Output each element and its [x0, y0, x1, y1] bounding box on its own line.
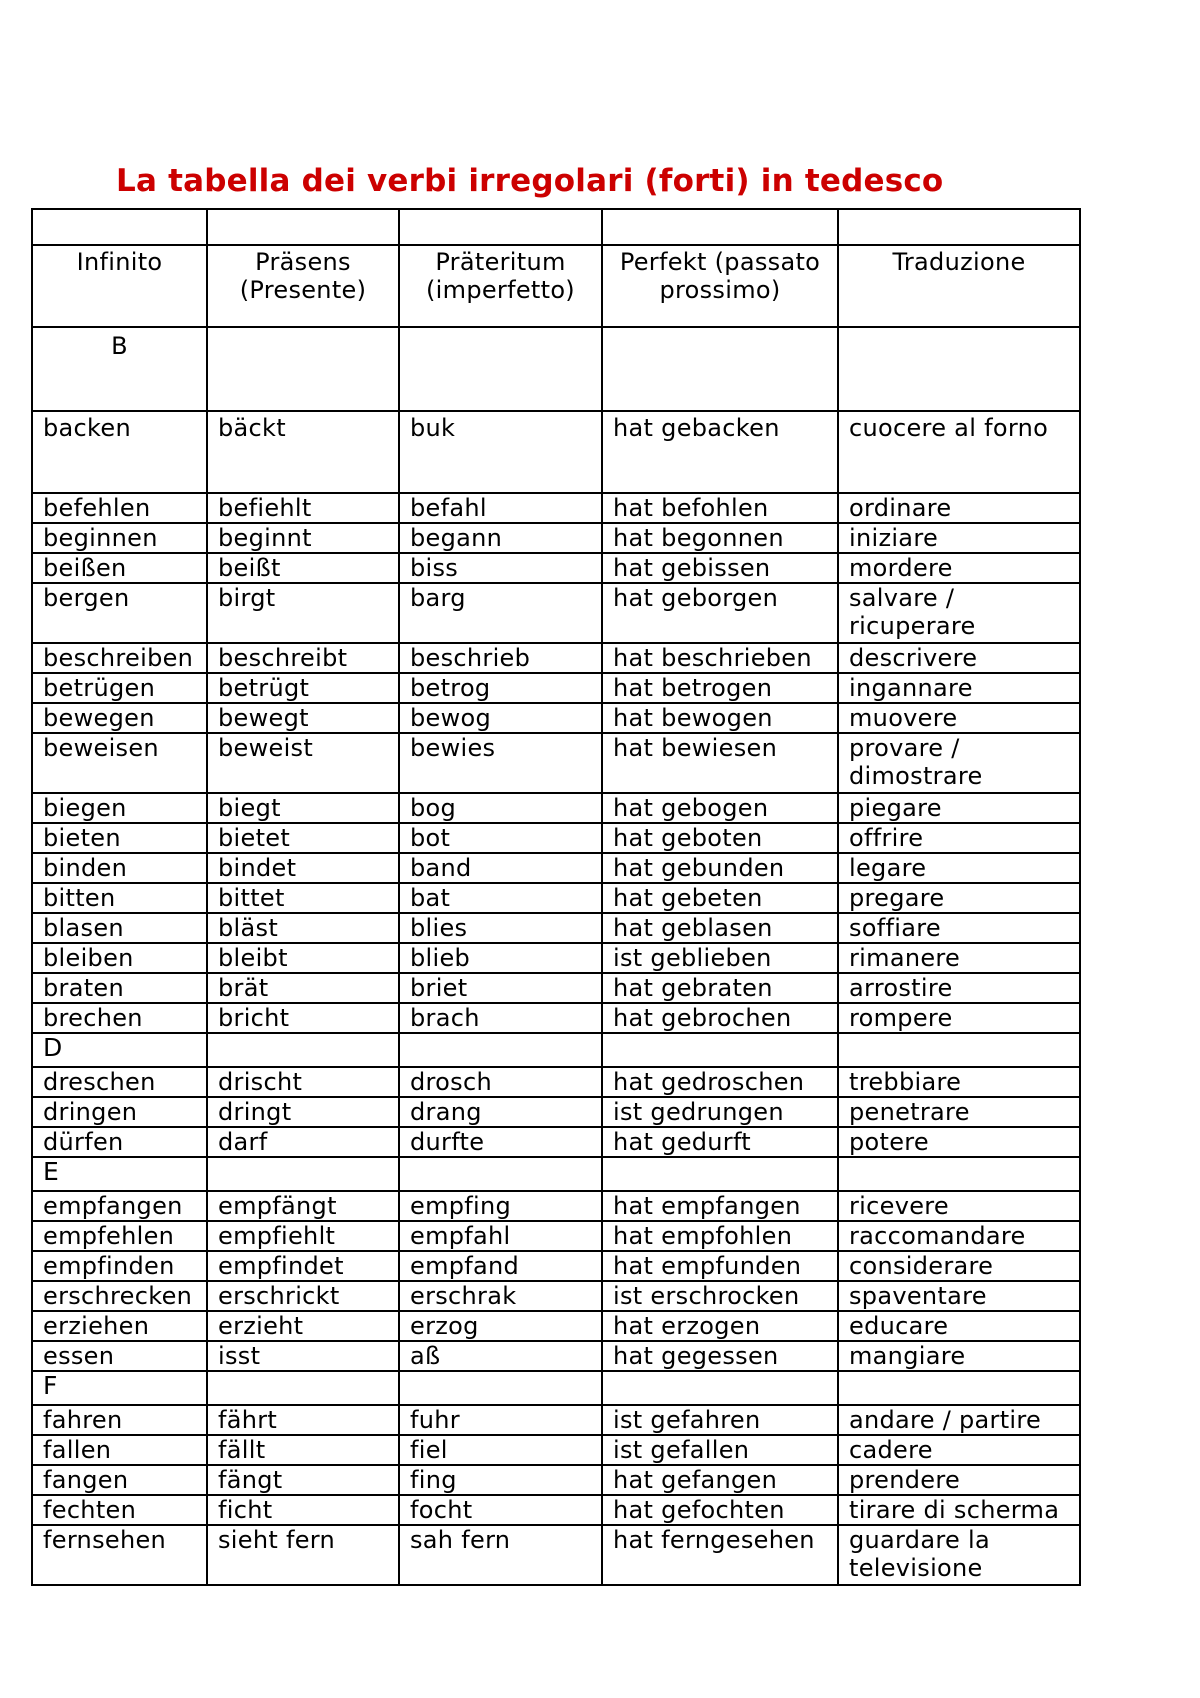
cell-prasens: erschrickt — [207, 1281, 399, 1311]
cell-infinito: beschreiben — [32, 643, 207, 673]
cell-infinito: essen — [32, 1341, 207, 1371]
cell-prasens: brät — [207, 973, 399, 1003]
cell-prateritum: betrog — [399, 673, 602, 703]
cell-perfekt: hat gebogen — [602, 793, 838, 823]
cell-prateritum: biss — [399, 553, 602, 583]
cell-traduzione: ingannare — [838, 673, 1080, 703]
cell-prateritum: beschrieb — [399, 643, 602, 673]
cell-prasens: bricht — [207, 1003, 399, 1033]
table-row — [32, 1221, 1080, 1251]
cell-prasens: fährt — [207, 1405, 399, 1435]
cell-traduzione: considerare — [838, 1251, 1080, 1281]
cell-traduzione: trebbiare — [838, 1067, 1080, 1097]
cell-infinito: dürfen — [32, 1127, 207, 1157]
table-row — [32, 1435, 1080, 1465]
cell-perfekt: hat gedroschen — [602, 1067, 838, 1097]
table-row — [32, 883, 1080, 913]
cell-prateritum: barg — [399, 583, 602, 643]
cell-prasens: beschreibt — [207, 643, 399, 673]
section-row — [32, 327, 1080, 411]
cell-prasens: empfindet — [207, 1251, 399, 1281]
cell-perfekt: ist gefallen — [602, 1435, 838, 1465]
cell-traduzione: andare / partire — [838, 1405, 1080, 1435]
cell-infinito: fangen — [32, 1465, 207, 1495]
cell-prasens: bläst — [207, 913, 399, 943]
cell-perfekt: hat gefochten — [602, 1495, 838, 1525]
cell-infinito: fernsehen — [32, 1525, 207, 1585]
cell-perfekt: hat befohlen — [602, 493, 838, 523]
table-row — [32, 1191, 1080, 1221]
cell-traduzione: educare — [838, 1311, 1080, 1341]
cell-prasens: beginnt — [207, 523, 399, 553]
table-row — [32, 703, 1080, 733]
cell-traduzione: descrivere — [838, 643, 1080, 673]
cell-prateritum: befahl — [399, 493, 602, 523]
cell-prasens: ficht — [207, 1495, 399, 1525]
cell-prateritum: fiel — [399, 1435, 602, 1465]
cell-traduzione: rompere — [838, 1003, 1080, 1033]
cell-traduzione: pregare — [838, 883, 1080, 913]
cell-perfekt: hat empfangen — [602, 1191, 838, 1221]
cell-prasens: empfängt — [207, 1191, 399, 1221]
cell-traduzione: mangiare — [838, 1341, 1080, 1371]
cell-perfekt: hat gebraten — [602, 973, 838, 1003]
cell-traduzione: spaventare — [838, 1281, 1080, 1311]
cell-perfekt: hat geborgen — [602, 583, 838, 643]
cell-traduzione: penetrare — [838, 1097, 1080, 1127]
cell-infinito: beweisen — [32, 733, 207, 793]
cell-prasens: bleibt — [207, 943, 399, 973]
table-row — [32, 673, 1080, 703]
cell-perfekt: hat erzogen — [602, 1311, 838, 1341]
section-row — [32, 1371, 1080, 1405]
table-row — [32, 1311, 1080, 1341]
header-perfekt: Perfekt (passato prossimo) — [602, 245, 838, 327]
cell-infinito: erschrecken — [32, 1281, 207, 1311]
table-row — [32, 1097, 1080, 1127]
table-row — [32, 1465, 1080, 1495]
cell-perfekt: ist gefahren — [602, 1405, 838, 1435]
cell-prateritum: focht — [399, 1495, 602, 1525]
cell-prasens: sieht fern — [207, 1525, 399, 1585]
cell-perfekt: hat geboten — [602, 823, 838, 853]
cell-prasens: fällt — [207, 1435, 399, 1465]
cell-prateritum: fing — [399, 1465, 602, 1495]
table-row — [32, 853, 1080, 883]
table-row — [32, 1067, 1080, 1097]
header-row — [32, 245, 1080, 327]
cell-prateritum: bog — [399, 793, 602, 823]
table-row — [32, 793, 1080, 823]
cell-traduzione: legare — [838, 853, 1080, 883]
section-row — [32, 1033, 1080, 1067]
cell-infinito: brechen — [32, 1003, 207, 1033]
cell-prasens: beißt — [207, 553, 399, 583]
cell-infinito: fechten — [32, 1495, 207, 1525]
table-row — [32, 493, 1080, 523]
cell-prateritum: bat — [399, 883, 602, 913]
table-row — [32, 1495, 1080, 1525]
cell-infinito: fahren — [32, 1405, 207, 1435]
page-title: La tabella dei verbi irregolari (forti) in tedesco — [116, 163, 944, 199]
cell-perfekt: hat gebissen — [602, 553, 838, 583]
cell-perfekt: hat bewiesen — [602, 733, 838, 793]
table-row — [32, 1003, 1080, 1033]
cell-infinito: bleiben — [32, 943, 207, 973]
cell-infinito: bieten — [32, 823, 207, 853]
table-row — [32, 943, 1080, 973]
cell-infinito: bitten — [32, 883, 207, 913]
verb-table — [31, 208, 1081, 1586]
cell-infinito: beißen — [32, 553, 207, 583]
cell-infinito: bewegen — [32, 703, 207, 733]
cell-traduzione: iniziare — [838, 523, 1080, 553]
header-infinito: Infinito — [32, 245, 207, 327]
cell-perfekt: ist gedrungen — [602, 1097, 838, 1127]
table-row — [32, 523, 1080, 553]
blank-top-row — [32, 209, 1080, 245]
section-letter: E — [32, 1157, 207, 1191]
table-row — [32, 733, 1080, 793]
table-row — [32, 973, 1080, 1003]
cell-prateritum: durfte — [399, 1127, 602, 1157]
table-row — [32, 411, 1080, 493]
cell-prateritum: drang — [399, 1097, 602, 1127]
cell-perfekt: hat gefangen — [602, 1465, 838, 1495]
cell-perfekt: hat gedurft — [602, 1127, 838, 1157]
cell-prateritum: empfing — [399, 1191, 602, 1221]
cell-infinito: fallen — [32, 1435, 207, 1465]
cell-traduzione: soffiare — [838, 913, 1080, 943]
cell-perfekt: hat gebacken — [602, 411, 838, 493]
cell-perfekt: hat gebrochen — [602, 1003, 838, 1033]
cell-prateritum: buk — [399, 411, 602, 493]
cell-infinito: braten — [32, 973, 207, 1003]
cell-infinito: empfinden — [32, 1251, 207, 1281]
cell-prateritum: bewies — [399, 733, 602, 793]
cell-infinito: beginnen — [32, 523, 207, 553]
cell-prateritum: blieb — [399, 943, 602, 973]
cell-traduzione: offrire — [838, 823, 1080, 853]
cell-traduzione: guardare la televisione — [838, 1525, 1080, 1585]
cell-prasens: erzieht — [207, 1311, 399, 1341]
cell-perfekt: hat ferngesehen — [602, 1525, 838, 1585]
cell-infinito: betrügen — [32, 673, 207, 703]
header-prateritum: Präteritum (imperfetto) — [399, 245, 602, 327]
section-letter: F — [32, 1371, 207, 1405]
cell-prasens: bietet — [207, 823, 399, 853]
cell-prasens: darf — [207, 1127, 399, 1157]
table-row — [32, 1281, 1080, 1311]
table-row — [32, 913, 1080, 943]
cell-infinito: befehlen — [32, 493, 207, 523]
table-row — [32, 553, 1080, 583]
cell-prateritum: band — [399, 853, 602, 883]
cell-perfekt: hat gebeten — [602, 883, 838, 913]
cell-prasens: befiehlt — [207, 493, 399, 523]
cell-traduzione: prendere — [838, 1465, 1080, 1495]
section-letter: D — [32, 1033, 207, 1067]
cell-perfekt: hat gegessen — [602, 1341, 838, 1371]
cell-perfekt: hat empfunden — [602, 1251, 838, 1281]
cell-prateritum: bot — [399, 823, 602, 853]
cell-traduzione: salvare / ricuperare — [838, 583, 1080, 643]
cell-perfekt: hat bewogen — [602, 703, 838, 733]
cell-infinito: bergen — [32, 583, 207, 643]
cell-traduzione: arrostire — [838, 973, 1080, 1003]
cell-prasens: fängt — [207, 1465, 399, 1495]
cell-traduzione: provare / dimostrare — [838, 733, 1080, 793]
cell-prasens: bindet — [207, 853, 399, 883]
cell-traduzione: raccomandare — [838, 1221, 1080, 1251]
cell-infinito: backen — [32, 411, 207, 493]
cell-infinito: biegen — [32, 793, 207, 823]
cell-prasens: beweist — [207, 733, 399, 793]
table-row — [32, 1525, 1080, 1585]
cell-infinito: binden — [32, 853, 207, 883]
cell-infinito: empfehlen — [32, 1221, 207, 1251]
cell-traduzione: rimanere — [838, 943, 1080, 973]
table-row — [32, 1127, 1080, 1157]
cell-prasens: birgt — [207, 583, 399, 643]
cell-traduzione: piegare — [838, 793, 1080, 823]
cell-prasens: drischt — [207, 1067, 399, 1097]
section-letter: B — [32, 327, 207, 411]
table-row — [32, 1341, 1080, 1371]
cell-prateritum: erschrak — [399, 1281, 602, 1311]
cell-infinito: empfangen — [32, 1191, 207, 1221]
cell-perfekt: ist geblieben — [602, 943, 838, 973]
cell-perfekt: hat geblasen — [602, 913, 838, 943]
cell-prasens: dringt — [207, 1097, 399, 1127]
table-row — [32, 823, 1080, 853]
cell-prasens: betrügt — [207, 673, 399, 703]
cell-perfekt: hat empfohlen — [602, 1221, 838, 1251]
table-row — [32, 1405, 1080, 1435]
cell-prateritum: drosch — [399, 1067, 602, 1097]
cell-perfekt: hat beschrieben — [602, 643, 838, 673]
cell-prasens: bäckt — [207, 411, 399, 493]
cell-traduzione: mordere — [838, 553, 1080, 583]
cell-prateritum: empfahl — [399, 1221, 602, 1251]
cell-prasens: isst — [207, 1341, 399, 1371]
cell-prateritum: bewog — [399, 703, 602, 733]
table-row — [32, 643, 1080, 673]
header-prasens: Präsens (Presente) — [207, 245, 399, 327]
table-row — [32, 583, 1080, 643]
cell-infinito: erziehen — [32, 1311, 207, 1341]
cell-traduzione: ricevere — [838, 1191, 1080, 1221]
cell-prasens: bewegt — [207, 703, 399, 733]
cell-infinito: blasen — [32, 913, 207, 943]
header-traduzione: Traduzione — [838, 245, 1080, 327]
table-row — [32, 1251, 1080, 1281]
cell-prasens: bittet — [207, 883, 399, 913]
cell-traduzione: cadere — [838, 1435, 1080, 1465]
cell-prateritum: aß — [399, 1341, 602, 1371]
cell-perfekt: ist erschrocken — [602, 1281, 838, 1311]
cell-infinito: dreschen — [32, 1067, 207, 1097]
cell-traduzione: tirare di scherma — [838, 1495, 1080, 1525]
cell-prateritum: brach — [399, 1003, 602, 1033]
cell-prateritum: briet — [399, 973, 602, 1003]
cell-traduzione: potere — [838, 1127, 1080, 1157]
cell-traduzione: ordinare — [838, 493, 1080, 523]
cell-prateritum: blies — [399, 913, 602, 943]
cell-prateritum: fuhr — [399, 1405, 602, 1435]
cell-traduzione: cuocere al forno — [838, 411, 1080, 493]
cell-prasens: biegt — [207, 793, 399, 823]
cell-prateritum: sah fern — [399, 1525, 602, 1585]
cell-perfekt: hat gebunden — [602, 853, 838, 883]
cell-traduzione: muovere — [838, 703, 1080, 733]
cell-perfekt: hat begonnen — [602, 523, 838, 553]
cell-prateritum: erzog — [399, 1311, 602, 1341]
cell-prateritum: begann — [399, 523, 602, 553]
section-row — [32, 1157, 1080, 1191]
cell-perfekt: hat betrogen — [602, 673, 838, 703]
cell-infinito: dringen — [32, 1097, 207, 1127]
cell-prateritum: empfand — [399, 1251, 602, 1281]
cell-prasens: empfiehlt — [207, 1221, 399, 1251]
